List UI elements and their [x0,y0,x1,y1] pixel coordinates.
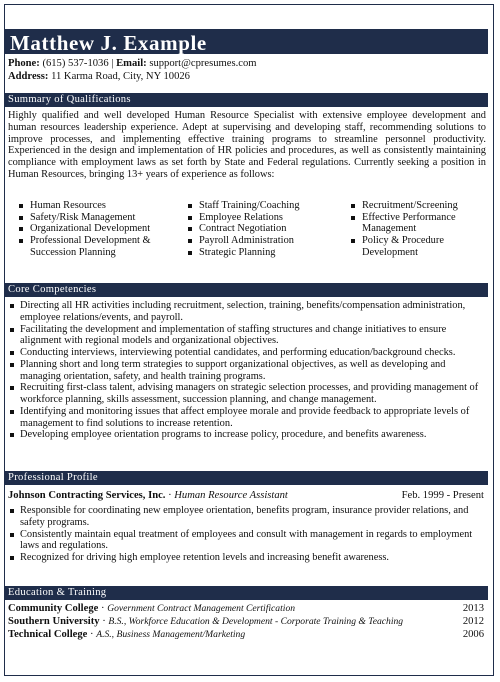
candidate-name: Matthew J. Example [10,31,207,55]
school-name: Community College [8,603,99,614]
skill-item: Payroll Administration [185,235,335,247]
job-dates: Feb. 1999 - Present [401,490,484,501]
skill-item: Contract Negotiation [185,223,335,235]
edu-year: 2012 [462,616,484,627]
skill-item: Employee Relations [185,212,335,224]
profile-heading-text: Professional Profile [8,472,98,483]
education-entry [8,629,486,641]
skills-column-2 [185,200,335,259]
contact-phone-line [8,57,256,70]
summary-heading [4,93,488,107]
core-competencies-list [8,300,486,441]
skill-item: Human Resources [16,200,176,212]
education-entry [8,616,486,628]
list-item: Developing employee orientation programs to increase policy, procedure, and benefits awareness. [8,429,486,441]
education-heading [4,586,488,600]
phone-value: (615) 537-1036 [42,58,109,69]
skill-item: Policy & Procedure Development [348,235,483,258]
address-label: Address: [8,71,49,82]
email-label: Email: [116,58,147,69]
contact-divider: | [111,58,114,69]
edu-year: 2013 [462,603,484,614]
core-competencies-heading [4,283,488,297]
company-name: Johnson Contracting Services, Inc. [8,490,166,501]
skills-column-3 [348,200,483,259]
school-name: Southern University [8,616,100,627]
professional-profile-heading [4,471,488,485]
list-item: Responsible for coordinating new employee orientation, benefits program, insurance provider relations, and safety programs. [8,505,486,529]
school-name: Technical College [8,629,88,640]
summary-heading-text: Summary of Qualifications [8,94,131,105]
address-value: 11 Karma Road, City, NY 10026 [51,71,190,82]
edu-separator: · [90,629,94,640]
skills-column-1 [16,200,176,259]
degree: B.S., Workforce Education & Development - Corporate Training & Teaching [108,616,404,627]
skill-item: Recruitment/Screening [348,200,483,212]
email-value[interactable]: support@cpresumes.com [149,58,257,69]
list-item: Recognized for driving high employee retention levels and increasing benefit awareness. [8,552,486,564]
edu-year: 2006 [462,629,484,640]
degree: A.S., Business Management/Marketing [96,629,246,640]
list-item: Conducting interviews, interviewing potential candidates, and performing education/background checks. [8,347,486,359]
job-duties-list [8,505,486,564]
skill-item: Strategic Planning [185,247,335,259]
list-item: Recruiting first-class talent, advising managers on strategic selection processes, and providing management of workforce planning, skills assessment, succession planning, and change management. [8,382,486,406]
skill-item: Safety/Risk Management [16,212,176,224]
list-item: Consistently maintain equal treatment of employees and consult with management in regards to employment laws and regulations. [8,529,486,553]
education-heading-text: Education & Training [8,587,107,598]
skill-item: Organizational Development [16,223,176,235]
core-heading-text: Core Competencies [8,284,97,295]
list-item: Facilitating the development and implementation of staffing structures and change initiatives to ensure alignment with regional models and organizational objectives. [8,324,486,348]
skill-item: Staff Training/Coaching [185,200,335,212]
edu-separator: · [102,616,106,627]
list-item: Directing all HR activities including recruitment, selection, training, benefits/compensation administration, employee relations/events, and payroll. [8,300,486,324]
summary-paragraph: Highly qualified and well developed Human Resource Specialist with extensive employee development and human resources leadership experience. Adept at supervising and developing staff, recommending solutions to improve processes, and implementing effective training programs to streamline personnel productivity. Experienced in the design and implementation of HR policies and procedures, as well as consistently maintaining compliance with employment laws as set forth by State and Federal regulations. Currently seeking a position in Human Resources, bringing 13+ years of experience as follows: [8,110,486,180]
degree: Government Contract Management Certification [107,603,296,614]
job-separator: · [168,490,172,501]
list-item: Identifying and monitoring issues that affect employee morale and provide feedback to appropriate levels of management to find solutions to increase retention. [8,406,486,430]
education-entry [8,603,486,615]
list-item: Planning short and long term strategies to support organizational objectives, as well as developing and managing orientation, safety, and health training programs. [8,359,486,383]
contact-address-line [8,70,256,83]
skill-item: Effective Performance Management [348,212,483,235]
contact-block [8,57,256,83]
job-header [8,490,486,502]
skill-item: Professional Development & Succession Planning [16,235,176,258]
phone-label: Phone: [8,58,40,69]
job-title: Human Resource Assistant [174,490,288,501]
edu-separator: · [101,603,105,614]
